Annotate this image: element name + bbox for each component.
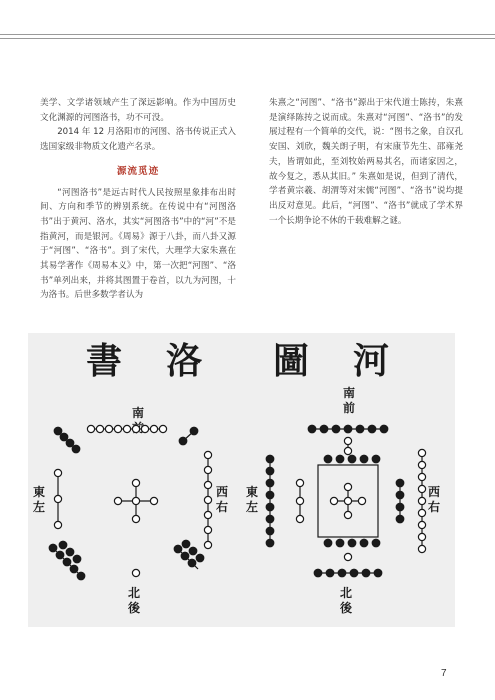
left-paragraph-2: 2014 年 12 月洛阳市的河图、洛书传说正式入选国家级非物质文化遗产名录。 <box>40 127 236 153</box>
right-paragraph-1: 朱熹之“河图”、“洛书”源出于宋代道士陈抟，朱熹是演绎陈抟之说而成。朱熹对“河图”、“洛书”的发展过程有一个简单的交代，说：“图书之象，自汉孔安国、刘欣，魏关朗子明，有宋康节先生、邵雍尧夫，皆谓如此，至刘牧始两易其名，而诸家因之，故今复之，悉从其旧。” 朱熹如是说，但到了清代，学者黄宗羲、胡渭等对宋儒“河图”、“洛书”说均提出反对意见。此后，“河图”、“洛书”就成了学术界一个长期争论不休的千载难解之谜。 <box>269 98 463 226</box>
figure-title-char-2: 洛 <box>166 340 203 382</box>
luoshu-diagram <box>33 405 228 615</box>
hetu-luoshu-figure <box>28 333 455 627</box>
header-rule <box>0 34 495 35</box>
left-paragraph-3: “河图洛书”是远古时代人民按照星象排布出时间、方向和季节的辨别系统。在传说中有“河图洛书”出于黄河、洛水，其实“河图洛书”中的“河”不是指黄河，而是银河。《周易》源于八卦，而八卦又源于“河图”、“洛书”。到了宋代，大理学大家朱熹在其易学著作《周易本义》中，第一次把“河图”、“洛书”单列出来，并将其图置于卷首，以九为河图，十为洛书。后世多数学者认为 <box>40 187 236 301</box>
figure-title-char-1: 書 <box>86 340 123 382</box>
section-title: 源流觅迹 <box>116 165 160 177</box>
header-rule-secondary <box>0 38 495 39</box>
page-number: 7 <box>441 668 447 679</box>
luoshu-east-1: 東 <box>33 485 46 499</box>
right-column <box>269 96 463 228</box>
hetu-west-1: 西 <box>428 485 441 499</box>
hetu-south-1: 南 <box>343 386 356 400</box>
figure-title-char-4: 河 <box>353 340 390 382</box>
figure-svg <box>28 333 455 627</box>
luoshu-west-1: 西 <box>216 485 229 499</box>
luoshu-north-2: 後 <box>128 601 141 615</box>
hetu-west-2: 右 <box>428 500 441 514</box>
hetu-north-2: 後 <box>340 601 353 615</box>
left-column <box>40 96 236 303</box>
luoshu-east-2: 左 <box>33 500 46 514</box>
figure-title-char-3: 圖 <box>273 340 310 382</box>
luoshu-north-1: 北 <box>128 586 141 600</box>
hetu-east-2: 左 <box>246 500 259 514</box>
hetu-diagram <box>246 385 440 615</box>
hetu-south-2: 前 <box>343 401 356 415</box>
hetu-east-1: 東 <box>246 485 259 499</box>
luoshu-south-1: 南 <box>132 406 145 420</box>
hetu-north-1: 北 <box>340 586 353 600</box>
luoshu-west-2: 右 <box>216 500 229 514</box>
left-paragraph-1: 美学、文学诸领域产生了深远影响。作为中国历史文化渊源的河图洛书，功不可没。 <box>40 98 236 123</box>
